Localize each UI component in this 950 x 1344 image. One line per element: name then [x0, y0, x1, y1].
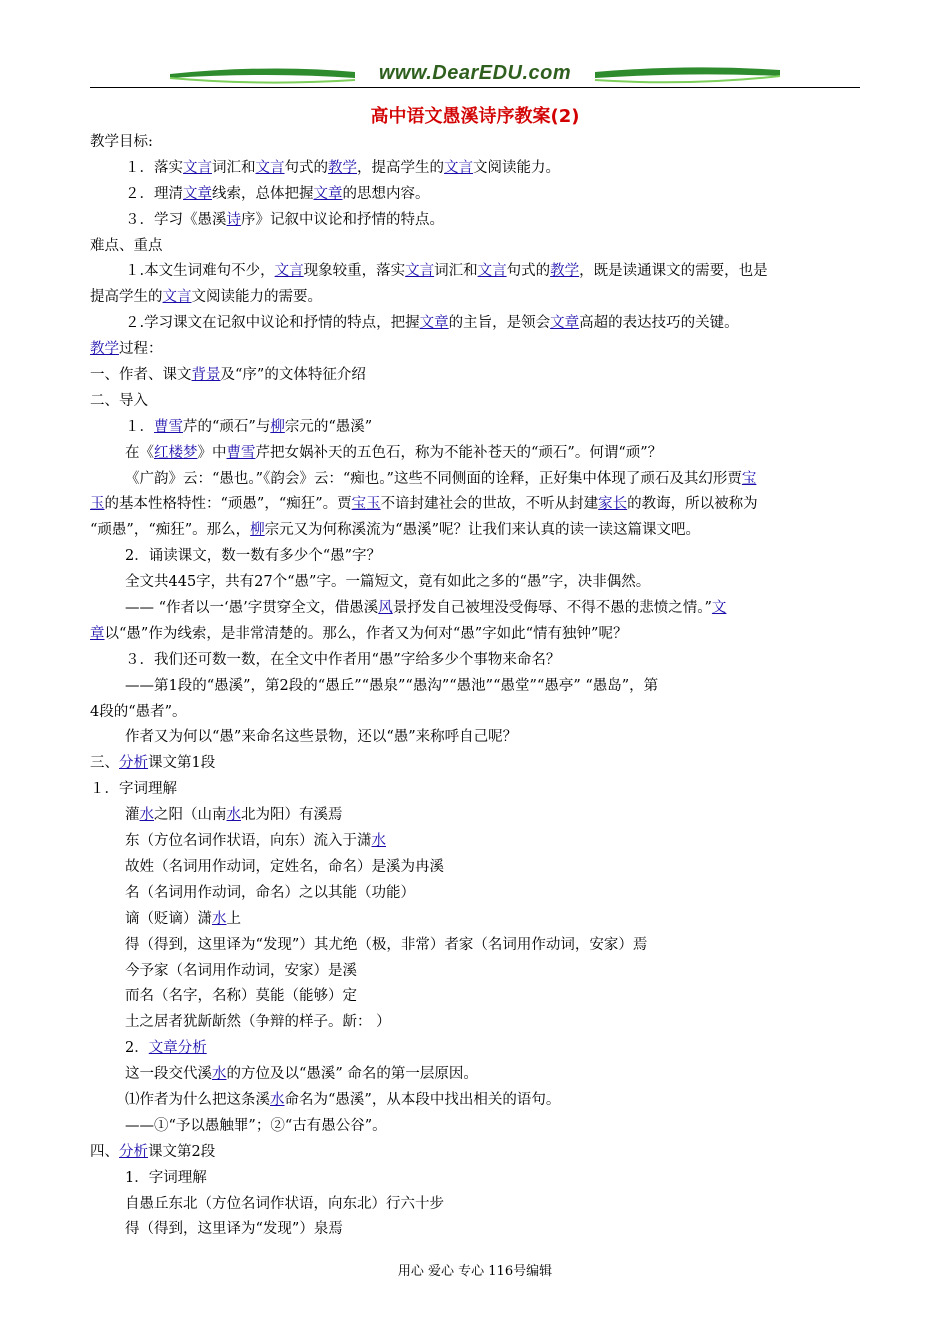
text-segment: 东（方位名词作状语，向东）流入于潇	[125, 833, 372, 850]
keyword-link[interactable]: 文言	[274, 263, 304, 280]
text-segment: 而名（名字，名称）莫能（能够）定	[125, 988, 357, 1005]
text-segment: 北为阳）有溪焉	[241, 807, 343, 824]
text-segment: 这一段交代溪	[125, 1066, 212, 1083]
keyword-link[interactable]: 水	[212, 910, 227, 927]
text-line	[90, 881, 860, 907]
text-line	[90, 1166, 860, 1192]
text-segment: 上	[226, 910, 241, 927]
text-line	[90, 337, 860, 363]
text-line	[90, 907, 860, 933]
text-segment: —— “作者以一‘愚’字贯穿全文，借愚溪	[125, 600, 379, 617]
text-line	[90, 467, 860, 493]
text-line	[90, 1217, 860, 1243]
text-segment: 的思想内容。	[342, 185, 430, 202]
text-line	[90, 259, 860, 285]
text-line	[90, 182, 860, 208]
text-segment: 难点、重点	[90, 237, 163, 254]
keyword-link[interactable]: 柳	[270, 418, 285, 435]
text-line	[90, 1062, 860, 1088]
text-line	[90, 441, 860, 467]
text-line	[90, 648, 860, 674]
keyword-link[interactable]: 文言	[183, 159, 212, 176]
text-line	[90, 415, 860, 441]
text-segment: 及“序”的文体特征介绍	[220, 367, 366, 384]
text-segment: 课文第2段	[148, 1143, 216, 1160]
text-segment: 《广韵》云：“愚也。”《韵会》云：“痴也。”这些不同侧面的诠释，正好集中体现了顽石及其幻形贾	[125, 470, 742, 487]
text-line	[90, 803, 860, 829]
text-segment: 高超的表达技巧的关键。	[579, 315, 739, 332]
text-line	[90, 725, 860, 751]
text-segment: 现象较重，落实	[303, 263, 406, 280]
keyword-link[interactable]: 玉	[90, 496, 105, 513]
text-segment: 四、	[90, 1143, 119, 1160]
text-line	[90, 596, 860, 622]
keyword-link[interactable]: 章	[90, 625, 105, 642]
text-segment: １.本文生词难句不少，	[125, 263, 275, 280]
text-line	[90, 208, 860, 234]
text-segment: 作者又为何以“愚”来命名这些景物，还以“愚”来称呼自己呢？	[125, 729, 518, 746]
text-segment: １．	[125, 418, 154, 435]
text-segment: 2．	[125, 1040, 149, 1057]
text-line	[90, 674, 860, 700]
text-segment: 序》记叙中议论和抒情的特点。	[241, 211, 444, 228]
text-segment: 今予家（名词用作动词，安家）是溪	[125, 962, 357, 979]
text-line	[90, 1114, 860, 1140]
text-segment: 得（得到，这里译为“发现”）其尤绝（极，非常）者家（名词用作动词，安家）焉	[125, 936, 648, 953]
text-segment: 芹把女娲补天的五色石，称为不能补苍天的“顽石”。何谓“顽”？	[255, 444, 663, 461]
text-line	[90, 518, 860, 544]
text-segment: 命名为“愚溪”，从本段中找出相关的语句。	[284, 1091, 561, 1108]
text-segment: 的主旨，是领会	[448, 315, 551, 332]
keyword-link[interactable]: 曹雪	[154, 418, 183, 435]
text-segment: 过程：	[119, 341, 163, 358]
text-segment: 一、作者、课文	[90, 367, 192, 384]
keyword-link[interactable]: 水	[212, 1066, 227, 1083]
keyword-link[interactable]: 水	[270, 1091, 285, 1108]
text-line	[90, 700, 860, 726]
keyword-link[interactable]: 文言	[477, 263, 507, 280]
text-segment: 4段的“愚者”。	[90, 703, 187, 720]
text-segment: １．字词理解	[90, 781, 177, 798]
document-body	[90, 130, 860, 1243]
text-segment: 宗元又为何称溪流为“愚溪”呢？让我们来认真的读一读这篇课文吧。	[264, 522, 700, 539]
keyword-link[interactable]: 教学	[90, 341, 119, 358]
keyword-link[interactable]: 文言	[444, 159, 473, 176]
text-segment: 灌	[125, 807, 140, 824]
text-line	[90, 751, 860, 777]
text-line	[90, 855, 860, 881]
keyword-link[interactable]: 水	[139, 807, 154, 824]
keyword-link[interactable]: 水	[226, 807, 241, 824]
header-divider	[90, 87, 860, 88]
text-segment: 二、导入	[90, 392, 148, 409]
keyword-link[interactable]: 教学	[328, 159, 357, 176]
text-line	[90, 363, 860, 389]
keyword-link[interactable]: 水	[371, 833, 386, 850]
text-line	[90, 285, 860, 311]
text-line	[90, 1036, 860, 1062]
text-segment: 》中	[197, 444, 227, 461]
text-segment: 2．诵读课文，数一数有多少个“愚”字？	[125, 548, 382, 565]
text-line	[90, 933, 860, 959]
text-segment: 得（得到，这里译为“发现”）泉焉	[125, 1221, 343, 1238]
text-segment: 三、	[90, 755, 119, 772]
text-segment: 芹的“顽石”与	[183, 418, 271, 435]
text-line	[90, 777, 860, 803]
text-segment: ——①“予以愚触罪”；②“古有愚公谷”。	[125, 1117, 387, 1134]
keyword-link[interactable]: 文章	[550, 315, 580, 332]
text-segment: 提高学生的	[90, 289, 163, 306]
keyword-link[interactable]: 诗	[226, 211, 241, 228]
page-footer: 用心 爱心 专心 116号编辑	[397, 1264, 553, 1279]
text-line	[90, 570, 860, 596]
keyword-link[interactable]: 分析	[119, 755, 148, 772]
text-line	[90, 234, 860, 260]
text-segment: 的基本性格特性：“顽愚”，“痴狂”。贾	[104, 496, 352, 513]
text-line	[90, 829, 860, 855]
text-segment: 文阅读能力。	[473, 159, 560, 176]
keyword-link[interactable]: 柳	[250, 522, 265, 539]
text-segment: 文阅读能力的需要。	[191, 289, 322, 306]
text-segment: ——第1段的“愚溪”，第2段的“愚丘”“愚泉”“愚沟”“愚池”“愚堂”“愚亭” “愚岛”，第	[125, 677, 659, 694]
text-segment: 词汇和	[212, 159, 256, 176]
text-line	[90, 1140, 860, 1166]
text-segment: 教学目标:	[90, 134, 153, 150]
text-line	[90, 622, 860, 648]
text-segment: 全文共445字，共有27个“愚”字。一篇短文，竟有如此之多的“愚”字，决非偶然。	[125, 574, 651, 591]
text-segment: 1．字词理解	[125, 1169, 207, 1186]
text-segment: 土之居者犹龂龂然（争辩的样子。龂： ）	[125, 1014, 391, 1031]
keyword-link[interactable]: 文章分析	[148, 1040, 207, 1057]
keyword-link[interactable]: 文言	[405, 263, 435, 280]
site-logo-text[interactable]: www.DearEDU.com	[378, 62, 572, 84]
keyword-link[interactable]: 分析	[119, 1143, 148, 1160]
text-segment: 的教诲，所以被称为	[627, 496, 758, 513]
text-segment: ２．理清	[125, 185, 183, 202]
text-segment: 景抒发自己被埋没受侮辱、不得不愚的悲愤之情。”	[392, 600, 712, 617]
text-segment: 不谙封建社会的世故，不听从封建	[380, 496, 599, 513]
text-segment: ，提高学生的	[357, 159, 444, 176]
keyword-link[interactable]: 文章	[183, 185, 212, 202]
text-line	[90, 1192, 860, 1218]
keyword-link[interactable]: 文言	[162, 289, 192, 306]
text-segment: ２.学习课文在记叙中议论和抒情的特点，把握	[125, 315, 420, 332]
text-line	[90, 156, 860, 182]
text-segment: 线索，总体把握	[212, 185, 314, 202]
text-line	[90, 959, 860, 985]
text-segment: ⑴作者为什么把这条溪	[125, 1091, 270, 1108]
keyword-link[interactable]: 文章	[419, 315, 449, 332]
text-segment: 句式的	[506, 263, 551, 280]
text-line	[90, 389, 860, 415]
text-line	[90, 492, 860, 518]
text-segment: 故姓（名词用作动词，定姓名，命名）是溪为冉溪	[125, 858, 444, 875]
text-segment: 自愚丘东北（方位名词作状语，向东北）行六十步	[125, 1195, 444, 1212]
keyword-link[interactable]: 宝	[741, 470, 757, 487]
text-segment: 以“愚”作为线索，是非常清楚的。那么，作者又为何对“愚”字如此“情有独钟”呢？	[104, 625, 628, 642]
page-title: 高中语文愚溪诗序教案(2)	[370, 106, 580, 127]
keyword-link[interactable]: 文言	[255, 159, 285, 176]
text-line	[90, 311, 860, 337]
text-segment: ，既是读通课文的需要，也是	[579, 263, 768, 280]
text-segment: 句式的	[284, 159, 328, 176]
keyword-link[interactable]: 曹雪	[226, 444, 256, 461]
text-segment: 词汇和	[434, 263, 478, 280]
text-segment: 的方位及以“愚溪” 命名的第一层原因。	[226, 1066, 478, 1083]
keyword-link[interactable]: 背景	[191, 367, 221, 384]
text-line	[90, 544, 860, 570]
text-segment: 课文第1段	[148, 755, 216, 772]
text-segment: ３．我们还可数一数，在全文中作者用“愚”字给多少个事物来命名？	[125, 651, 561, 668]
text-line	[90, 1010, 860, 1036]
text-segment: 谪（贬谪）潇	[125, 910, 212, 927]
keyword-link[interactable]: 风	[378, 600, 393, 617]
text-segment: “顽愚”，“痴狂”。那么，	[90, 522, 251, 539]
keyword-link[interactable]: 宝玉	[351, 496, 381, 513]
keyword-link[interactable]: 文章	[313, 185, 343, 202]
text-line	[90, 984, 860, 1010]
keyword-link[interactable]: 家长	[598, 496, 628, 513]
text-line	[90, 1088, 860, 1114]
keyword-link[interactable]: 教学	[550, 263, 580, 280]
text-segment: １．落实	[125, 159, 183, 176]
text-segment: 宗元的“愚溪”	[284, 418, 373, 435]
text-segment: ３．学习《愚溪	[125, 211, 227, 228]
text-line	[90, 130, 860, 156]
text-segment: 名（名词用作动词，命名）之以其能（功能）	[125, 884, 415, 901]
keyword-link[interactable]: 文	[711, 600, 727, 617]
keyword-link[interactable]: 红楼梦	[154, 444, 198, 461]
text-segment: 在《	[125, 444, 154, 461]
text-segment: 之阳（山南	[154, 807, 227, 824]
